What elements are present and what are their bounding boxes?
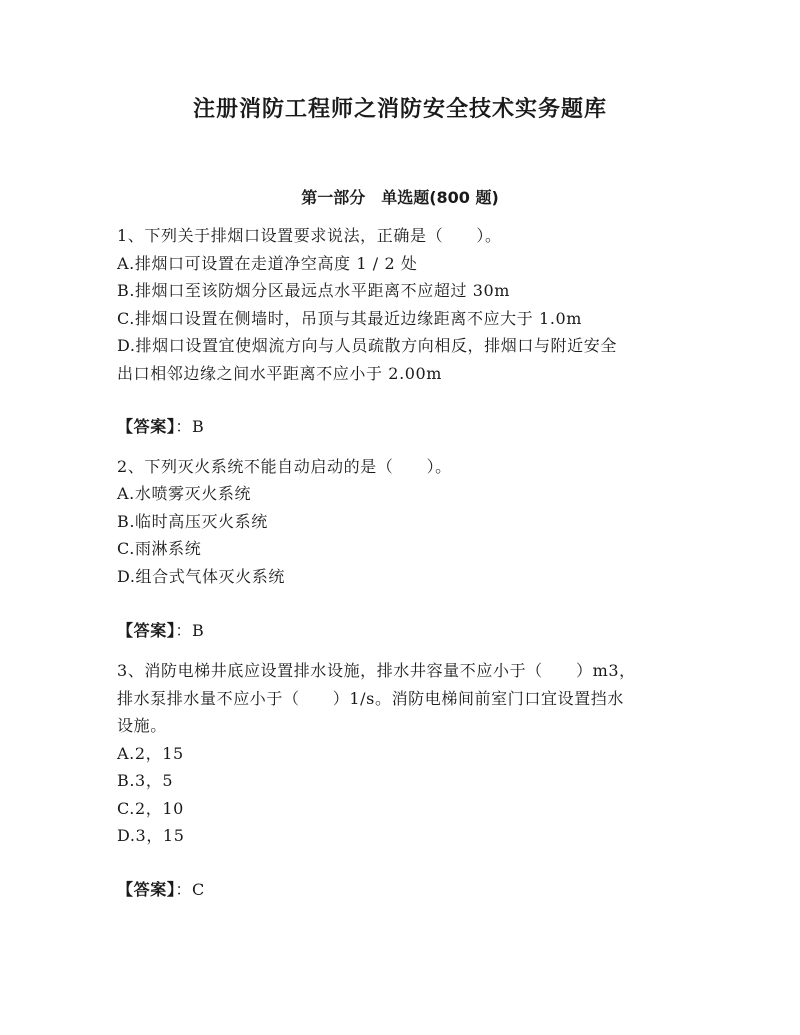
question-1-option-d-continued: 出口相邻边缘之间水平距离不应小于 2.00m bbox=[117, 364, 443, 383]
answer-bracket-close: 】 bbox=[166, 880, 176, 899]
answer-value: B bbox=[192, 417, 205, 436]
question-1-option-d: D.排烟口设置宜使烟流方向与人员疏散方向相反，排烟口与附近安全 bbox=[117, 336, 617, 355]
question-3-stem-line-2: 排水泵排水量不应小于（ ）1/s。消防电梯间前室门口宜设置挡水 bbox=[117, 689, 624, 708]
question-2-option-d: D.组合式气体灭火系统 bbox=[117, 567, 285, 586]
question-3-stem-line-3: 设施。 bbox=[117, 716, 167, 735]
question-1-option-b: B.排烟口至该防烟分区最远点水平距离不应超过 30m bbox=[117, 281, 511, 300]
question-1-option-a: A.排烟口可设置在走道净空高度 1 / 2 处 bbox=[117, 254, 418, 273]
answer-bracket-close: 】 bbox=[166, 621, 176, 640]
question-3-option-d: D.3，15 bbox=[117, 826, 185, 845]
question-3-option-a: A.2，15 bbox=[117, 744, 184, 763]
question-1-stem: 1、下列关于排烟口设置要求说法，正确是（ ）。 bbox=[117, 226, 502, 245]
question-3-option-c: C.2，10 bbox=[117, 799, 184, 818]
answer-value: B bbox=[192, 621, 205, 640]
document-title: 注册消防工程师之消防安全技术实务题库 bbox=[192, 97, 607, 122]
question-2-stem: 2、下列灭火系统不能自动启动的是（ ）。 bbox=[117, 457, 452, 476]
answer-separator: ： bbox=[175, 417, 193, 436]
answer-label: 答案 bbox=[133, 417, 167, 436]
answer-bracket-open: 【 bbox=[117, 417, 134, 436]
answer-bracket-close: 】 bbox=[166, 417, 176, 436]
answer-label: 答案 bbox=[133, 621, 167, 640]
question-3-option-b: B.3，5 bbox=[117, 771, 174, 790]
question-2-option-c: C.雨淋系统 bbox=[117, 539, 202, 558]
question-1-option-c: C.排烟口设置在侧墙时，吊顶与其最近边缘距离不应大于 1.0m bbox=[117, 309, 583, 328]
section-title: 第一部分 单选题(800 题) bbox=[301, 188, 499, 207]
question-2-option-b: B.临时高压灭火系统 bbox=[117, 512, 268, 531]
answer-bracket-open: 【 bbox=[117, 880, 134, 899]
question-2-option-a: A.水喷雾灭火系统 bbox=[117, 484, 252, 503]
answer-separator: ： bbox=[175, 621, 193, 640]
answer-value: C bbox=[192, 880, 205, 899]
question-3-answer bbox=[117, 880, 205, 900]
answer-bracket-open: 【 bbox=[117, 621, 134, 640]
question-3-stem-line-1: 3、消防电梯井底应设置排水设施，排水井容量不应小于（ ）m3， bbox=[117, 661, 636, 680]
question-2-answer bbox=[117, 621, 204, 641]
answer-separator: ： bbox=[175, 880, 193, 899]
question-1-answer bbox=[117, 417, 204, 437]
answer-label: 答案 bbox=[133, 880, 167, 899]
